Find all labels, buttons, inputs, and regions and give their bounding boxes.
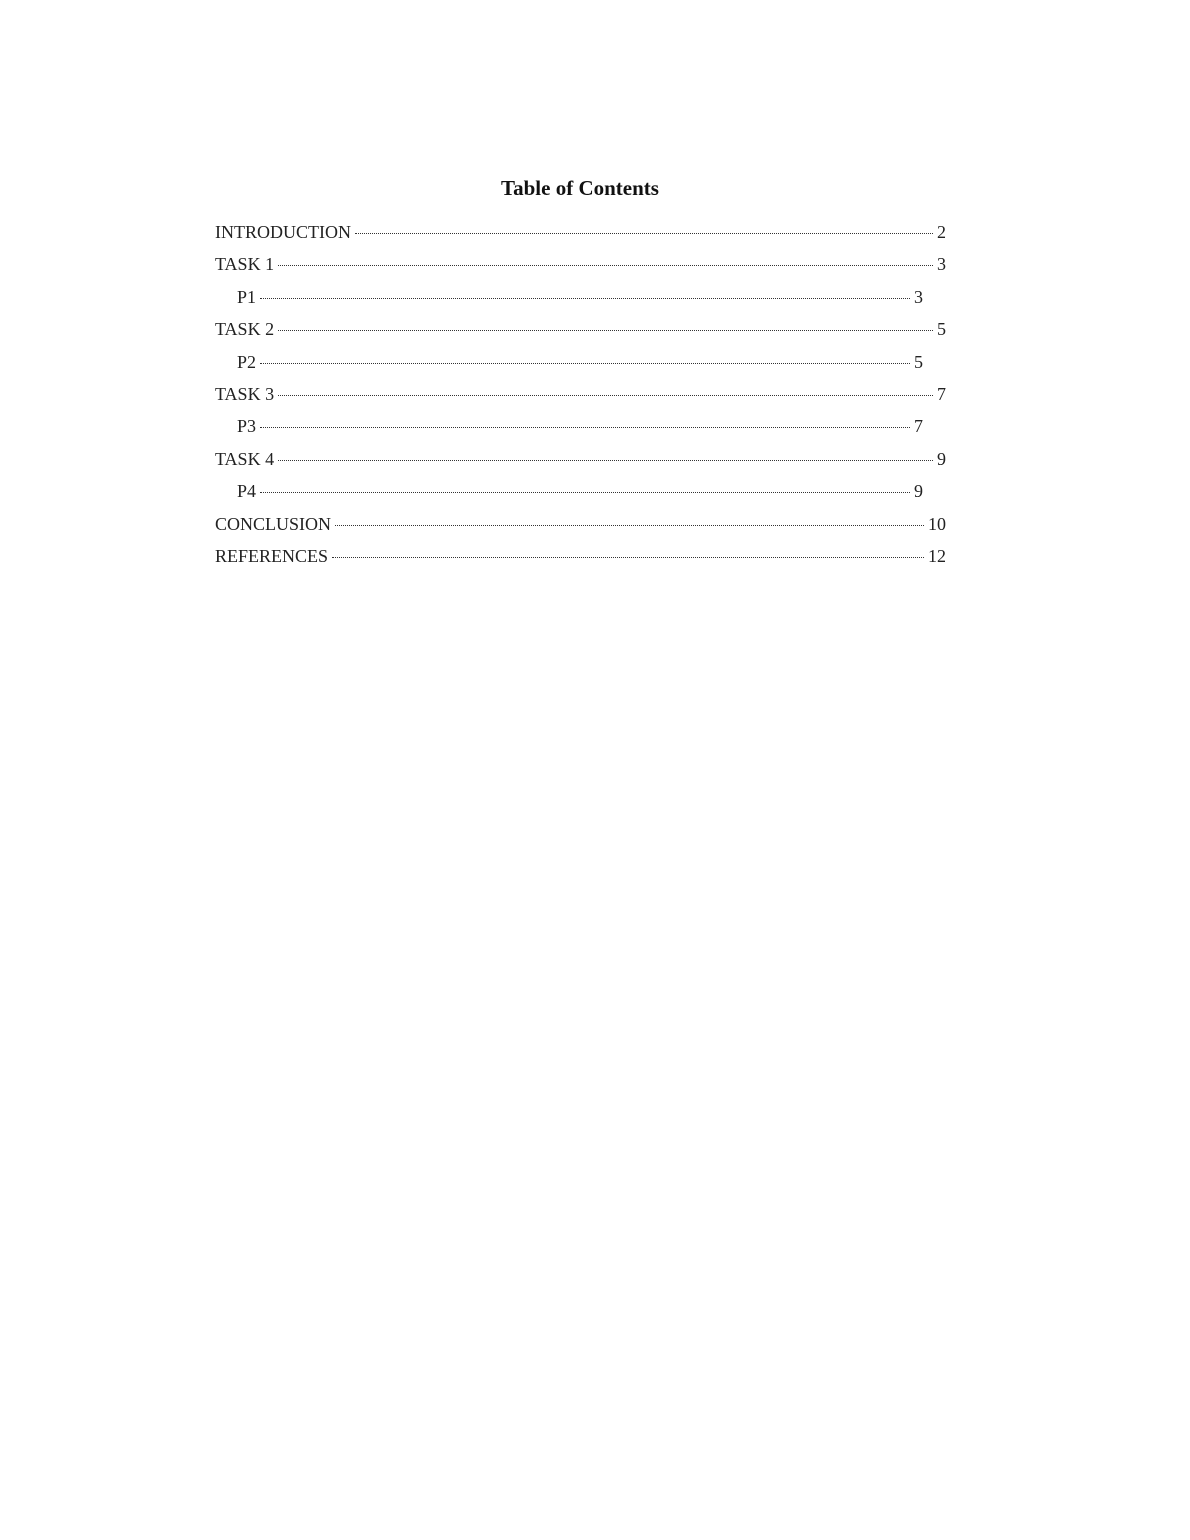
toc-entry-references[interactable] [215, 542, 946, 574]
toc-page-number: 7 [937, 383, 946, 404]
toc-dot-leader [278, 330, 933, 331]
toc-dot-leader [278, 460, 933, 461]
toc-entry-label: REFERENCES [215, 545, 329, 566]
toc-entry-p1[interactable] [237, 283, 923, 315]
toc-entry-conclusion[interactable] [215, 510, 946, 542]
toc-dot-leader [332, 557, 924, 558]
toc-page-number: 5 [937, 319, 946, 340]
toc-entry-label: TASK 3 [215, 383, 275, 404]
toc-title: Table of Contents [501, 176, 659, 200]
toc-page-number: 7 [914, 416, 923, 437]
toc-entry-label: P2 [237, 351, 257, 372]
toc-page-number: 3 [914, 286, 923, 307]
toc-list [215, 218, 946, 574]
toc-dot-leader [355, 233, 933, 234]
toc-page-number: 9 [914, 481, 923, 502]
toc-entry-label: TASK 2 [215, 319, 275, 340]
toc-entry-label: CONCLUSION [215, 513, 332, 534]
toc-page-number: 3 [937, 254, 946, 275]
toc-entry-label: P3 [237, 416, 257, 437]
toc-page-number: 5 [914, 351, 923, 372]
toc-page-number: 9 [937, 448, 946, 469]
toc-dot-leader [278, 265, 933, 266]
toc-entry-label: TASK 4 [215, 448, 275, 469]
toc-page-number: 2 [937, 222, 946, 242]
toc-entry-label: P1 [237, 286, 257, 307]
toc-dot-leader [335, 525, 924, 526]
toc-entry-label: TASK 1 [215, 254, 275, 275]
toc-entry-introduction[interactable] [215, 218, 946, 250]
toc-dot-leader [260, 492, 910, 493]
toc-entry-p4[interactable] [237, 477, 923, 509]
toc-entry-label: INTRODUCTION [215, 222, 351, 242]
toc-page-number: 10 [928, 513, 946, 534]
toc-dot-leader [260, 298, 910, 299]
toc-dot-leader [278, 395, 933, 396]
toc-dot-leader [260, 363, 910, 364]
toc-entry-task-1[interactable] [215, 250, 946, 282]
toc-entry-p2[interactable] [237, 348, 923, 380]
toc-entry-task-2[interactable] [215, 315, 946, 347]
toc-page-number: 12 [928, 545, 946, 566]
toc-entry-task-3[interactable] [215, 380, 946, 412]
toc-entry-label: P4 [237, 481, 257, 502]
toc-entry-task-4[interactable] [215, 445, 946, 477]
toc-dot-leader [260, 427, 910, 428]
toc-entry-p3[interactable] [237, 412, 923, 444]
